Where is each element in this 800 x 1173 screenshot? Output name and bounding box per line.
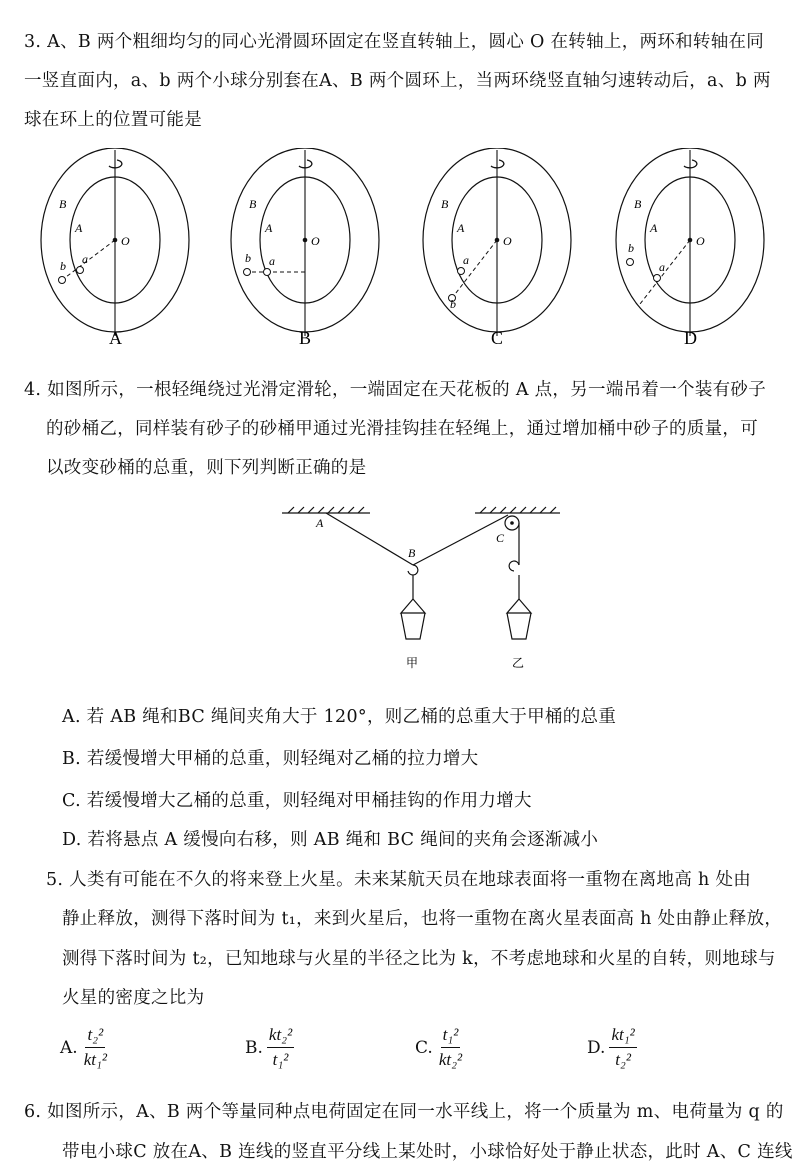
label-b: B <box>408 546 416 560</box>
ring-label-b: B <box>634 197 642 211</box>
option-label[interactable]: B <box>299 328 312 348</box>
q4-line: 的砂桶乙，同样装有砂子的砂桶甲通过光滑挂钩挂在轻绳上，通过增加桶中砂子的质量，可 <box>46 419 758 439</box>
ring-diagram-b <box>231 148 379 348</box>
q3-line: 球在环上的位置可能是 <box>24 110 202 130</box>
option-label[interactable]: C <box>491 328 504 348</box>
center-label: O <box>503 234 512 248</box>
denominator: t₁² <box>272 1050 289 1069</box>
ball-a <box>654 275 661 282</box>
ball-a <box>458 268 465 275</box>
q4-pulley-diagram <box>270 495 570 685</box>
option-label[interactable]: A <box>109 328 122 348</box>
option-label[interactable]: D <box>684 328 697 348</box>
ball-label-a: a <box>463 253 469 267</box>
bucket-jia <box>401 599 425 639</box>
q4-option-b[interactable]: B. 若缓慢增大甲桶的总重，则轻绳对乙桶的拉力增大 <box>62 749 479 769</box>
q3-ring-diagrams <box>0 148 800 348</box>
q5-line: 静止释放，测得下落时间为 t₁，来到火星后，也将一重物在离火星表面高 h 处由静止释放， <box>62 909 783 929</box>
label-c: C <box>496 531 505 545</box>
q5-option-b[interactable] <box>245 1025 294 1070</box>
ring-label-a: A <box>457 221 465 235</box>
center-label: O <box>121 234 130 248</box>
q5-option-c[interactable] <box>415 1025 464 1070</box>
ball-label-b: b <box>245 251 251 265</box>
label-a: A <box>316 516 324 530</box>
ball-b <box>59 277 66 284</box>
option-label: B. <box>245 1037 263 1058</box>
center-label: O <box>311 234 320 248</box>
numerator: kt₁² <box>609 1025 636 1048</box>
rope-ab <box>326 513 413 565</box>
q4-option-d[interactable]: D. 若将悬点 A 缓慢向右移，则 AB 绳和 BC 绳间的夹角会逐渐减小 <box>62 830 599 850</box>
q5-line: 5. 人类有可能在不久的将来登上火星。未来某航天员在地球表面将一重物在离地高 h 处由 <box>46 870 752 890</box>
ball-a <box>264 269 271 276</box>
denominator: t₂² <box>615 1050 631 1069</box>
ball-label-a: a <box>82 252 88 266</box>
ball-label-b: b <box>60 259 66 273</box>
option-label: D. <box>587 1037 606 1058</box>
q4-option-a[interactable]: A. 若 AB 绳和BC 绳间夹角大于 120°，则乙桶的总重大于甲桶的总重 <box>62 707 617 727</box>
option-label: A. <box>60 1037 78 1058</box>
q4-line: 以改变砂桶的总重，则下列判断正确的是 <box>46 458 367 478</box>
ball-label-a: a <box>269 254 275 268</box>
bucket-yi <box>507 599 531 639</box>
q4-option-c[interactable]: C. 若缓慢增大乙桶的总重，则轻绳对甲桶挂钩的作用力增大 <box>62 791 532 811</box>
q5-option-d[interactable] <box>587 1025 637 1070</box>
ring-label-b: B <box>249 197 257 211</box>
q3-line: 一竖直面内，a、b 两个小球分别套在A、B 两个圆环上，当两环绕竖直轴匀速转动后，a、b 两 <box>24 71 771 91</box>
ball-b <box>244 269 251 276</box>
numerator: t₁² <box>441 1025 461 1048</box>
ring-label-b: B <box>441 197 449 211</box>
q6-line: 带电小球C 放在A、B 连线的竖直平分线上某处时，小球恰好处于静止状态，此时 A、C 连线 <box>62 1142 793 1162</box>
denominator: kt₂² <box>438 1050 463 1069</box>
center-point <box>303 238 308 243</box>
ring-diagram-d <box>616 148 764 348</box>
ball-label-b: b <box>450 297 456 311</box>
q5-line: 火星的密度之比为 <box>62 988 205 1008</box>
ring-label-a: A <box>650 221 658 235</box>
ring-diagram-c <box>423 148 571 348</box>
dashed-line <box>640 240 690 304</box>
q5-line: 测得下落时间为 t₂，已知地球与火星的半径之比为 k，不考虑地球和火星的自转，则地球与 <box>62 949 776 969</box>
denominator: kt₁² <box>83 1050 107 1069</box>
numerator: t₂² <box>85 1025 105 1048</box>
rope-bc <box>413 515 508 565</box>
ring-label-b: B <box>59 197 67 211</box>
ring-diagram-a <box>41 148 189 348</box>
ball-b <box>627 259 634 266</box>
numerator: kt₂² <box>267 1025 294 1048</box>
ball-label-a: a <box>659 260 665 274</box>
q4-line: 4. 如图所示，一根轻绳绕过光滑定滑轮，一端固定在天花板的 A 点，另一端吊着一个装有砂子 <box>24 380 767 400</box>
option-label: C. <box>415 1037 433 1058</box>
label-yi: 乙 <box>512 656 525 670</box>
label-jia: 甲 <box>406 656 419 670</box>
ball-label-b: b <box>628 241 634 255</box>
center-label: O <box>696 234 705 248</box>
q6-line: 6. 如图所示，A、B 两个等量同种点电荷固定在同一水平线上，将一个质量为 m、电荷量为 q 的 <box>24 1102 784 1122</box>
ball-a <box>77 267 84 274</box>
q5-option-a[interactable] <box>60 1025 109 1070</box>
q3-line: 3. A、B 两个粗细均匀的同心光滑圆环固定在竖直转轴上，圆心 O 在转轴上，两环和转轴在同 <box>24 32 765 52</box>
ring-label-a: A <box>265 221 273 235</box>
ring-label-a: A <box>75 221 83 235</box>
